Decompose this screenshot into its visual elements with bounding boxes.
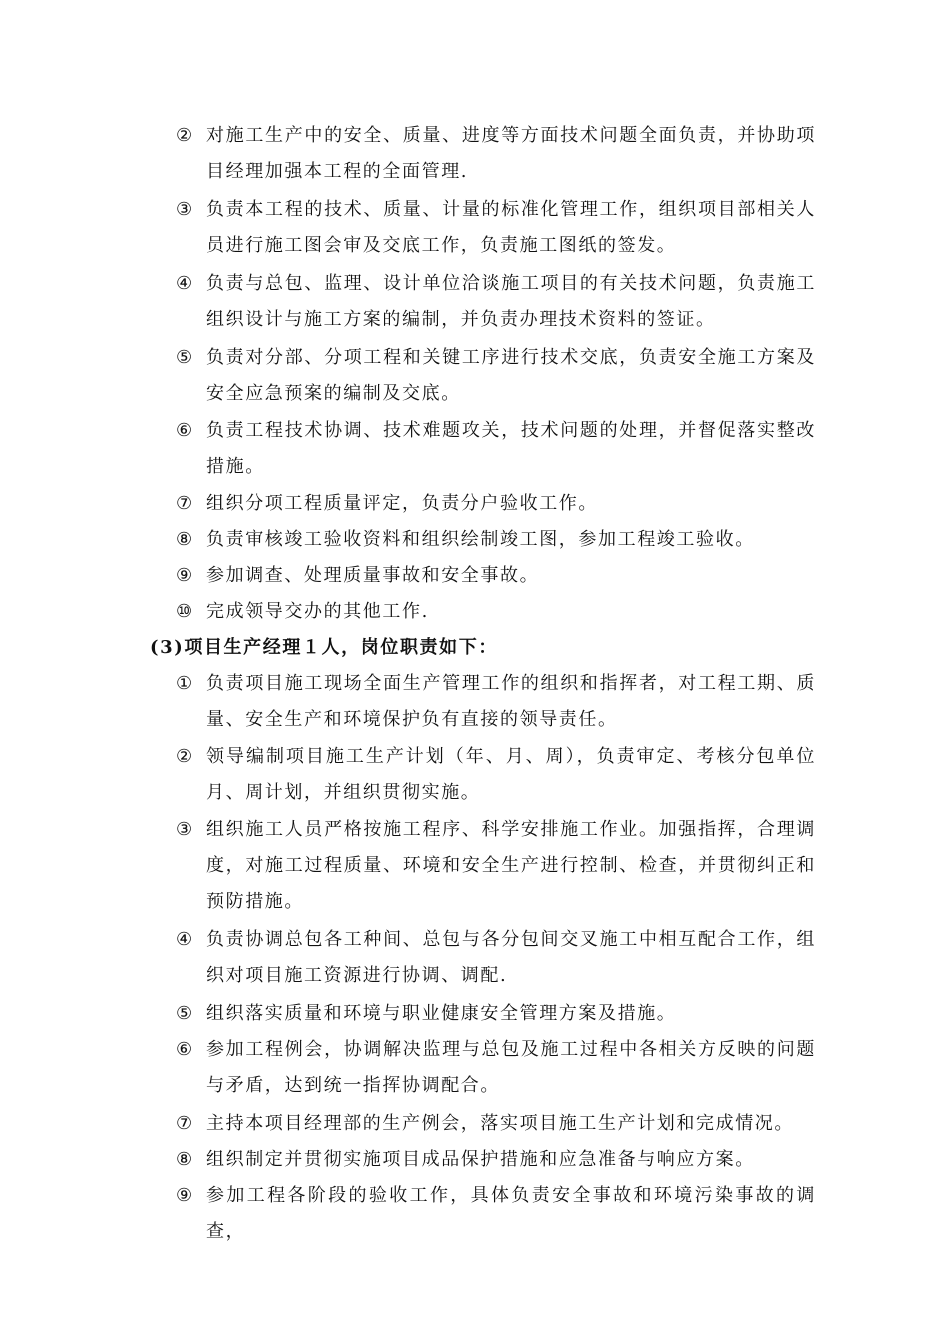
item-number: ① — [176, 673, 194, 694]
list-item — [176, 996, 816, 1032]
list-item — [176, 1178, 816, 1250]
item-text: 负责对分部、分项工程和关键工序进行技术交底，负责安全施工方案及安全应急预案的编制及交底。 — [206, 347, 816, 404]
item-text: 负责协调总包各工种间、总包与各分包间交叉施工中相互配合工作，组织对项目施工资源进行协调、调配. — [206, 929, 816, 986]
item-number: ⑤ — [176, 347, 194, 368]
list-item — [176, 340, 816, 412]
item-text: 组织制定并贯彻实施项目成品保护措施和应急准备与响应方案。 — [206, 1149, 755, 1170]
list-item — [176, 118, 816, 190]
list-item — [176, 812, 816, 920]
item-number: ④ — [176, 929, 194, 950]
item-text: 参加工程各阶段的验收工作，具体负责安全事故和环境污染事故的调查， — [206, 1185, 816, 1242]
item-number: ⑥ — [176, 1039, 194, 1060]
list-item — [176, 1142, 816, 1178]
item-text: 组织施工人员严格按施工程序、科学安排施工作业。加强指挥，合理调度，对施工过程质量、环境和安全生产进行控制、检查，并贯彻纠正和预防措施。 — [206, 819, 816, 912]
list-item — [176, 522, 816, 558]
item-number: ④ — [176, 273, 194, 294]
item-text: 领导编制项目施工生产计划（年、月、周），负责审定、考核分包单位月、周计划，并组织贯彻实施。 — [206, 746, 816, 803]
item-text: 负责项目施工现场全面生产管理工作的组织和指挥者，对工程工期、质量、安全生产和环境保护负有直接的领导责任。 — [206, 673, 816, 730]
item-number: ③ — [176, 819, 194, 840]
item-text: 负责与总包、监理、设计单位洽谈施工项目的有关技术问题，负责施工组织设计与施工方案的编制，并负责办理技术资料的签证。 — [206, 273, 816, 330]
item-text: 负责审核竣工验收资料和组织绘制竣工图，参加工程竣工验收。 — [206, 529, 755, 550]
item-number: ⑨ — [176, 565, 194, 586]
list-item — [176, 486, 816, 522]
item-text: 主持本项目经理部的生产例会，落实项目施工生产计划和完成情况。 — [206, 1113, 794, 1134]
item-text: 组织分项工程质量评定，负责分户验收工作。 — [206, 493, 598, 514]
item-text: 参加调查、处理质量事故和安全事故。 — [206, 565, 540, 586]
item-number: ⑧ — [176, 529, 194, 550]
item-text: 对施工生产中的安全、质量、进度等方面技术问题全面负责，并协助项目经理加强本工程的全面管理. — [206, 125, 816, 182]
item-text: 参加工程例会，协调解决监理与总包及施工过程中各相关方反映的问题与矛盾，达到统一指挥协调配合。 — [206, 1039, 816, 1096]
list-item — [176, 739, 816, 811]
item-text: 完成领导交办的其他工作. — [206, 601, 429, 622]
item-number: ② — [176, 746, 194, 767]
item-text: 负责本工程的技术、质量、计量的标准化管理工作，组织项目部相关人员进行施工图会审及交底工作，负责施工图纸的签发。 — [206, 199, 816, 256]
list-item — [176, 1106, 816, 1142]
item-number: ⑥ — [176, 420, 194, 441]
item-number: ③ — [176, 199, 194, 220]
list-item — [176, 558, 816, 594]
list-item — [176, 922, 816, 994]
item-number: ⑧ — [176, 1149, 194, 1170]
list-item — [176, 413, 816, 485]
list-item — [176, 666, 816, 738]
list-item — [176, 594, 816, 630]
list-item — [176, 266, 816, 338]
item-text: 组织落实质量和环境与职业健康安全管理方案及措施。 — [206, 1003, 677, 1024]
item-number: ⑤ — [176, 1003, 194, 1024]
item-text: 负责工程技术协调、技术难题攻关，技术问题的处理，并督促落实整改措施。 — [206, 420, 816, 477]
item-number: ⑨ — [176, 1185, 194, 1206]
item-number: ⑩ — [176, 601, 194, 622]
item-number: ⑦ — [176, 1113, 194, 1134]
list-item — [176, 192, 816, 264]
item-number: ② — [176, 125, 194, 146]
list-item — [176, 1032, 816, 1104]
section-heading: (3)项目生产经理１人，岗位职责如下： — [150, 637, 498, 658]
item-number: ⑦ — [176, 493, 194, 514]
